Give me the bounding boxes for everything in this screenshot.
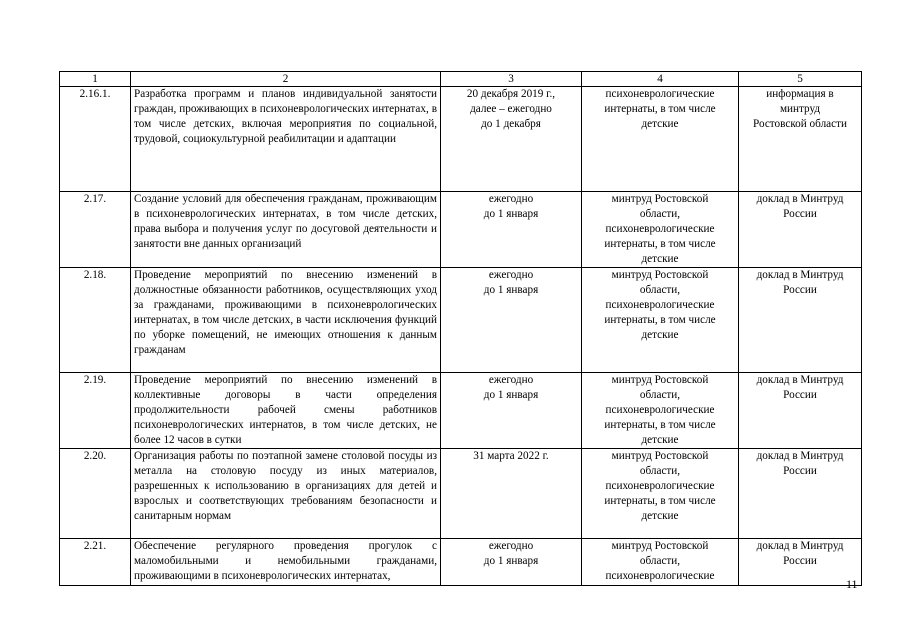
column-header: 5 <box>739 72 862 87</box>
term-cell: ежегодно до 1 января <box>441 192 582 268</box>
executor-cell: минтруд Ростовской области, психоневрологические интернаты, в том числе детские <box>582 373 739 449</box>
table-row <box>60 87 862 192</box>
result-cell: доклад в Минтруд России <box>739 449 862 539</box>
table-row <box>60 539 862 586</box>
term-cell: ежегодно до 1 января <box>441 268 582 373</box>
item-number: 2.17. <box>60 192 131 268</box>
table-row <box>60 192 862 268</box>
result-cell: доклад в Минтруд России <box>739 192 862 268</box>
executor-cell: психоневрологические интернаты, в том числе детские <box>582 87 739 192</box>
item-number: 2.16.1. <box>60 87 131 192</box>
action-text: Обеспечение регулярного проведения прогулок с маломобильными и немобильными гражданами, проживающими в психоневрологических интернатах, <box>131 539 441 586</box>
item-number: 2.21. <box>60 539 131 586</box>
column-header: 4 <box>582 72 739 87</box>
result-cell: доклад в Минтруд России <box>739 539 862 586</box>
table-row <box>60 268 862 373</box>
executor-cell: минтруд Ростовской области, психоневрологические интернаты, в том числе детские <box>582 268 739 373</box>
column-header: 3 <box>441 72 582 87</box>
action-text: Создание условий для обеспечения гражданам, проживающим в психоневрологических интернатах, в том числе детских, права выбора и получения услуг по досуговой деятельности и занятости вне данных организаций <box>131 192 441 268</box>
term-cell: 20 декабря 2019 г., далее – ежегодно до 1 декабря <box>441 87 582 192</box>
action-text: Организация работы по поэтапной замене столовой посуды из металла на столовую посуду из иных материалов, разрешенных к использованию в организациях для детей и взрослых и соответствующих требованиям безопасности и санитарным нормам <box>131 449 441 539</box>
table-row <box>60 449 862 539</box>
executor-cell: минтруд Ростовской области, психоневрологические интернаты, в том числе детские <box>582 192 739 268</box>
column-header: 1 <box>60 72 131 87</box>
executor-cell: минтруд Ростовской области, психоневрологические интернаты, в том числе детские <box>582 449 739 539</box>
result-cell: информация в минтруд Ростовской области <box>739 87 862 192</box>
header-row <box>60 72 862 87</box>
column-header: 2 <box>131 72 441 87</box>
result-cell: доклад в Минтруд России <box>739 373 862 449</box>
table-row <box>60 373 862 449</box>
item-number: 2.19. <box>60 373 131 449</box>
term-cell: ежегодно до 1 января <box>441 373 582 449</box>
result-cell: доклад в Минтруд России <box>739 268 862 373</box>
item-number: 2.20. <box>60 449 131 539</box>
page-number: 11 <box>846 577 858 591</box>
action-text: Разработка программ и планов индивидуальной занятости граждан, проживающих в психоневрологических интернатах, в том числе детских, включая мероприятия по социальной, трудовой, социокультурной реабилитации и адаптации <box>131 87 441 192</box>
action-plan-table <box>59 71 862 586</box>
action-text: Проведение мероприятий по внесению изменений в должностные обязанности работников, осуществляющих уход за гражданами, проживающими в психоневрологических интернатах, в том числе детских, в части исключения функций по уборке помещений, не имеющих отношения к данным гражданам <box>131 268 441 373</box>
term-cell: 31 марта 2022 г. <box>441 449 582 539</box>
term-cell: ежегодно до 1 января <box>441 539 582 586</box>
executor-cell: минтруд Ростовской области, психоневрологические <box>582 539 739 586</box>
action-text: Проведение мероприятий по внесению изменений в коллективные договоры в части определения продолжительности рабочей смены работников психоневрологических интернатов, в том числе детских, не более 12 часов в сутки <box>131 373 441 449</box>
item-number: 2.18. <box>60 268 131 373</box>
